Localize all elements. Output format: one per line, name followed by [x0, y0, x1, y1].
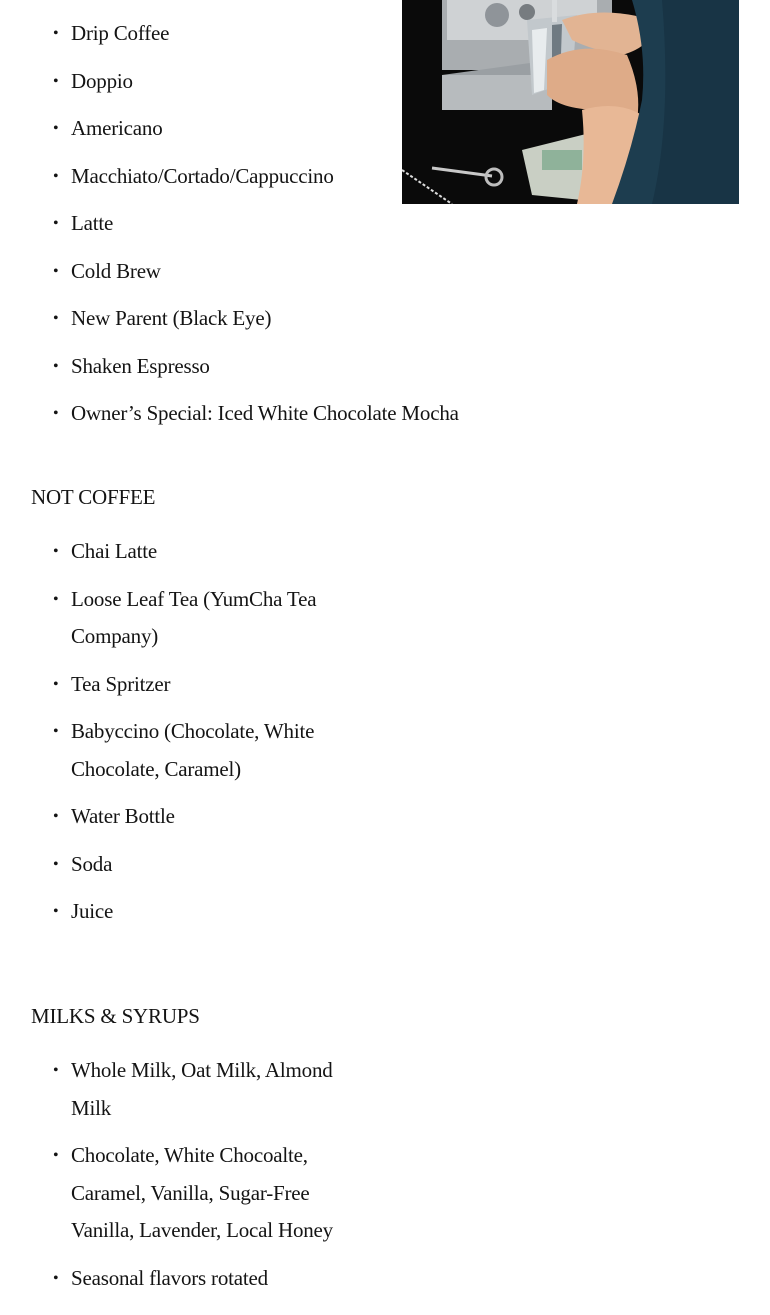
milks-syrups-list	[0, 1052, 361, 1307]
bullet: •	[53, 808, 59, 825]
list-item	[0, 798, 351, 836]
list-item	[0, 893, 351, 931]
item-label: Loose Leaf Tea (YumCha Tea Company)	[71, 586, 317, 648]
list-item	[0, 205, 491, 243]
section-heading-not-coffee: NOT COFFEE	[31, 485, 156, 509]
bullet: •	[53, 120, 59, 137]
bullet: •	[53, 903, 59, 920]
bullet: •	[53, 215, 59, 232]
item-label: New Parent (Black Eye)	[71, 306, 272, 330]
bullet: •	[53, 25, 59, 42]
item-label: Water Bottle	[71, 804, 175, 828]
list-item	[0, 348, 491, 386]
list-item	[0, 110, 491, 148]
list-item	[0, 1052, 361, 1127]
coffee-list	[0, 15, 491, 443]
item-label: Soda	[71, 851, 113, 876]
list-item	[0, 713, 351, 788]
bullet: •	[53, 262, 59, 280]
list-item	[0, 666, 351, 704]
list-item	[0, 846, 351, 884]
item-label: Cold Brew	[71, 258, 161, 283]
list-item	[0, 253, 491, 291]
list-item	[0, 581, 351, 656]
item-label: Seasonal flavors rotated	[71, 1265, 268, 1290]
list-item	[0, 1137, 361, 1250]
item-label: Drip Coffee	[71, 21, 170, 45]
item-label: Owner’s Special: Iced White Chocolate Mocha	[71, 401, 459, 425]
item-label: Babyccino (Chocolate, White Chocolate, Caramel)	[71, 719, 315, 781]
list-item	[0, 300, 491, 338]
item-label: Juice	[71, 899, 114, 923]
bullet: •	[53, 1062, 59, 1079]
bullet: •	[53, 72, 59, 90]
section-heading-milks-syrups: MILKS & SYRUPS	[31, 1004, 200, 1028]
bullet: •	[53, 357, 59, 375]
bullet: •	[53, 1147, 59, 1164]
bullet: •	[53, 310, 59, 327]
bullet: •	[53, 855, 59, 873]
item-label: Macchiato/Cortado/Cappuccino	[71, 163, 334, 188]
item-label: Latte	[71, 211, 114, 235]
list-item	[0, 15, 491, 53]
bullet: •	[53, 543, 59, 560]
item-label: Whole Milk, Oat Milk, Almond Milk	[71, 1058, 333, 1120]
list-item	[0, 1260, 361, 1298]
list-item	[0, 533, 351, 571]
item-label: Shaken Espresso	[71, 353, 210, 378]
bullet: •	[53, 1269, 59, 1287]
bullet: •	[53, 723, 59, 740]
item-label: Tea Spritzer	[71, 671, 171, 696]
bullet: •	[53, 405, 59, 422]
item-label: Chocolate, White Chocoalte, Caramel, Vanilla, Sugar-Free Vanilla, Lavender, Local Honey	[71, 1143, 333, 1242]
list-item	[0, 63, 491, 101]
item-label: Americano	[71, 116, 163, 140]
list-item	[0, 158, 491, 196]
not-coffee-list	[0, 533, 351, 941]
list-item	[0, 395, 491, 433]
bullet: •	[53, 167, 59, 185]
item-label: Doppio	[71, 68, 133, 93]
bullet: •	[53, 590, 59, 608]
item-label: Chai Latte	[71, 539, 158, 563]
bullet: •	[53, 675, 59, 693]
